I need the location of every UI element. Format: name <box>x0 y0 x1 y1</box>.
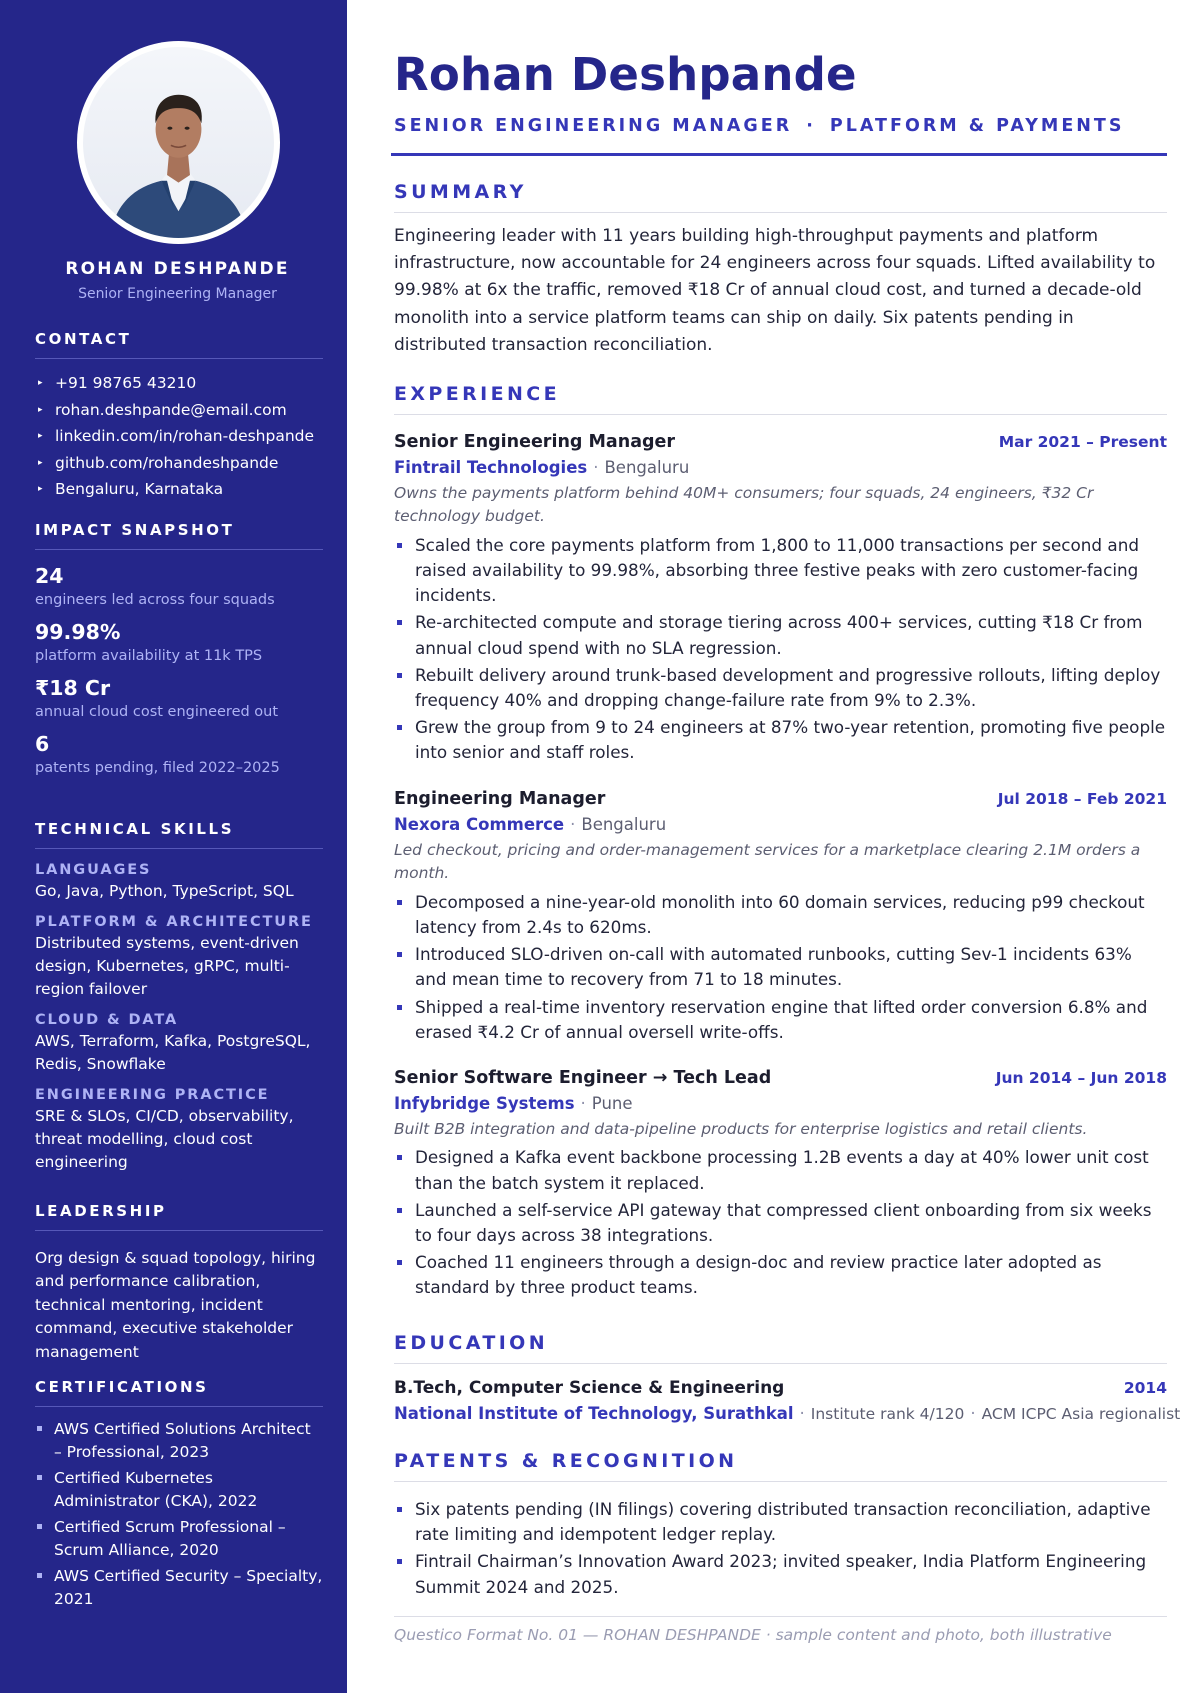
org-separator: · <box>570 815 576 834</box>
job-bullet: Shipped a real-time inventory reservation engine that lifted order conversion 6.8% and erased ₹4.2 Cr of annual oversell write-offs. <box>394 995 1167 1045</box>
skill-category: ENGINEERING PRACTICE <box>35 1087 270 1103</box>
job-bullet: Launched a self-service API gateway that compressed client onboarding from six weeks to four days across 38 integrations. <box>394 1198 1167 1248</box>
job-bullet: Rebuilt delivery around trunk-based development and progressive rollouts, lifting deploy frequency 40% and dropping change-failure rate from 9% to 2.3%. <box>394 663 1167 713</box>
tagline-focus: PLATFORM & PAYMENTS <box>829 116 1125 136</box>
edu-separator: · <box>970 1404 976 1423</box>
job-entry <box>394 786 1167 1047</box>
skill-category: CLOUD & DATA <box>35 1012 179 1028</box>
impact-metric <box>35 673 323 722</box>
org-separator: · <box>593 458 599 477</box>
footer-divider <box>394 1616 1167 1617</box>
job-bullet: Scaled the core payments platform from 1,800 to 11,000 transactions per second and raised availability to 99.98%, absorbing three festive peaks with zero customer-facing incidents. <box>394 533 1167 609</box>
job-location: Bengaluru <box>604 458 690 477</box>
patent-item: Fintrail Chairman’s Innovation Award 2023; invited speaker, India Platform Engineering Summit 2024 and 2025. <box>394 1549 1167 1599</box>
patent-item: Six patents pending (IN filings) covering distributed transaction reconciliation, adaptive rate limiting and idempotent ledger replay. <box>394 1497 1167 1547</box>
certification-item: AWS Certified Security – Specialty, 2021 <box>35 1565 323 1610</box>
certifications-section <box>35 1378 323 1614</box>
contact-heading: CONTACT <box>35 330 323 359</box>
job-location: Pune <box>591 1094 633 1113</box>
job-description: Owns the payments platform behind 40M+ consumers; four squads, 24 engineers, ₹32 Cr technology budget. <box>394 484 1094 526</box>
profile-photo <box>83 47 274 238</box>
job-bullet: Introduced SLO-driven on-call with automated runbooks, cutting Sev-1 incidents 63% and mean time to recovery from 71 to 18 minutes. <box>394 942 1167 992</box>
impact-heading: IMPACT SNAPSHOT <box>35 521 323 550</box>
summary-heading: SUMMARY <box>394 181 1167 213</box>
impact-metric <box>35 561 323 610</box>
tagline-role: SENIOR ENGINEERING MANAGER <box>394 116 793 136</box>
patents-list <box>394 1497 1167 1602</box>
education-heading: EDUCATION <box>394 1332 1167 1364</box>
job-header <box>394 429 1167 455</box>
certifications-list <box>35 1418 323 1610</box>
patents-heading: PATENTS & RECOGNITION <box>394 1450 1167 1482</box>
profile-photo-frame <box>77 41 280 244</box>
edu-separator: · <box>799 1404 805 1423</box>
contact-linkedin[interactable]: ▸ linkedin.com/in/rohan-deshpande <box>35 423 323 450</box>
job-title: Senior Software Engineer → Tech Lead <box>394 1068 772 1088</box>
job-entry <box>394 429 1167 768</box>
leadership-text: Org design & squad topology, hiring and performance calibration, technical mentoring, incident command, executive stakeholder management <box>35 1249 316 1361</box>
metric-label: engineers led across four squads <box>35 592 275 608</box>
icpc-note: ACM ICPC Asia regionalist <box>981 1405 1181 1423</box>
skill-text: Distributed systems, event-driven design, Kubernetes, gRPC, multi-region failover <box>35 934 299 998</box>
skills-body <box>35 860 323 1174</box>
company-name: Fintrail Technologies <box>394 458 588 477</box>
metric-value: 6 <box>35 732 50 756</box>
job-bullet: Re-architected compute and storage tiering across 400+ services, cutting ₹18 Cr from annual cloud spend with no SLA regression. <box>394 610 1167 660</box>
metric-value: 24 <box>35 564 64 588</box>
contact-list <box>35 370 323 503</box>
summary-text: Engineering leader with 11 years building high-throughput payments and platform infrastructure, now accountable for 24 engineers across four squads. Lifted availability to 99.98% at 6x the traffic, removed ₹18 Cr of annual cloud cost, and turned a decade-old monolith into a service platform teams can ship on daily. Six patents pending in distributed transaction reconciliation. <box>394 226 1156 355</box>
leadership-heading: LEADERSHIP <box>35 1202 323 1231</box>
metric-value: ₹18 Cr <box>35 676 111 700</box>
certification-item: Certified Scrum Professional – Scrum Alliance, 2020 <box>35 1516 323 1561</box>
experience-heading: EXPERIENCE <box>394 383 1167 415</box>
job-description: Led checkout, pricing and order-management services for a marketplace clearing 2.1M orders a month. <box>394 841 1141 883</box>
education-entry <box>394 1375 1181 1427</box>
footer-note: Questico Format No. 01 — ROHAN DESHPANDE · sample content and photo, both illustrative <box>394 1626 1112 1644</box>
graduation-year: 2014 <box>1123 1379 1167 1397</box>
contact-section <box>35 330 323 503</box>
certification-item: AWS Certified Solutions Architect – Professional, 2023 <box>35 1418 323 1463</box>
institute-rank: Institute rank 4/120 <box>810 1405 965 1423</box>
job-bullet: Coached 11 engineers through a design-doc and review practice later adopted as standard by three product teams. <box>394 1250 1167 1300</box>
contact-location: ▸ Bengaluru, Karnataka <box>35 476 323 503</box>
education-details <box>394 1401 1181 1427</box>
company-name: Nexora Commerce <box>394 815 565 834</box>
job-title: Engineering Manager <box>394 789 606 809</box>
metric-value: 99.98% <box>35 620 121 644</box>
org-separator: · <box>580 1094 586 1113</box>
tagline <box>394 116 1124 136</box>
job-org <box>394 812 1167 838</box>
skill-text: SRE & SLOs, CI/CD, observability, threat modelling, cloud cost engineering <box>35 1107 294 1171</box>
sidebar-role: Senior Engineering Manager <box>78 286 277 302</box>
job-location: Bengaluru <box>581 815 667 834</box>
skill-text: AWS, Terraform, Kafka, PostgreSQL, Redis, Snowflake <box>35 1032 311 1073</box>
certification-item: Certified Kubernetes Administrator (CKA), 2022 <box>35 1467 323 1512</box>
tagline-separator: · <box>806 116 816 136</box>
metric-label: patents pending, filed 2022–2025 <box>35 760 280 776</box>
job-org <box>394 1091 1167 1117</box>
contact-phone[interactable]: ▸ +91 98765 43210 <box>35 370 323 397</box>
page-title: Rohan Deshpande <box>394 48 857 101</box>
metric-label: annual cloud cost engineered out <box>35 704 279 720</box>
sidebar <box>0 0 347 1693</box>
contact-email[interactable]: ▸ rohan.deshpande@email.com <box>35 397 323 424</box>
skills-heading: TECHNICAL SKILLS <box>35 820 323 849</box>
job-bullets <box>394 890 1167 1045</box>
school-name: National Institute of Technology, Surathkal <box>394 1404 794 1423</box>
job-entry <box>394 1065 1167 1303</box>
job-bullet: Grew the group from 9 to 24 engineers at 87% two-year retention, promoting five people into senior and staff roles. <box>394 715 1167 765</box>
sidebar-name: ROHAN DESHPANDE <box>65 259 290 279</box>
impact-metric <box>35 617 323 666</box>
job-dates: Jun 2014 – Jun 2018 <box>995 1069 1167 1087</box>
job-bullet: Decomposed a nine-year-old monolith into 60 domain services, reducing p99 checkout latency from 2.4s to 620ms. <box>394 890 1167 940</box>
skill-text: Go, Java, Python, TypeScript, SQL <box>35 882 294 900</box>
job-dates: Mar 2021 – Present <box>998 433 1167 451</box>
job-description: Built B2B integration and data-pipeline products for enterprise logistics and retail clients. <box>394 1120 1088 1138</box>
impact-metric <box>35 729 323 778</box>
contact-github[interactable]: ▸ github.com/rohandeshpande <box>35 450 323 477</box>
metric-label: platform availability at 11k TPS <box>35 648 263 664</box>
job-title: Senior Engineering Manager <box>394 432 676 452</box>
job-org <box>394 455 1167 481</box>
impact-section <box>35 521 323 785</box>
certifications-heading: CERTIFICATIONS <box>35 1378 323 1407</box>
company-name: Infybridge Systems <box>394 1094 575 1113</box>
job-bullet: Designed a Kafka event backbone processing 1.2B events a day at 40% lower unit cost than the batch system it replaced. <box>394 1145 1167 1195</box>
education-header <box>394 1375 1167 1401</box>
job-bullets <box>394 533 1167 766</box>
job-header <box>394 1065 1167 1091</box>
leadership-section <box>35 1202 323 1364</box>
skill-category: PLATFORM & ARCHITECTURE <box>35 914 313 930</box>
skill-category: LANGUAGES <box>35 862 152 878</box>
job-dates: Jul 2018 – Feb 2021 <box>997 790 1167 808</box>
skills-section <box>35 820 323 1174</box>
portrait-image <box>83 47 274 238</box>
degree: B.Tech, Computer Science & Engineering <box>394 1378 785 1398</box>
job-bullets <box>394 1145 1167 1300</box>
job-header <box>394 786 1167 812</box>
title-divider <box>391 153 1167 156</box>
